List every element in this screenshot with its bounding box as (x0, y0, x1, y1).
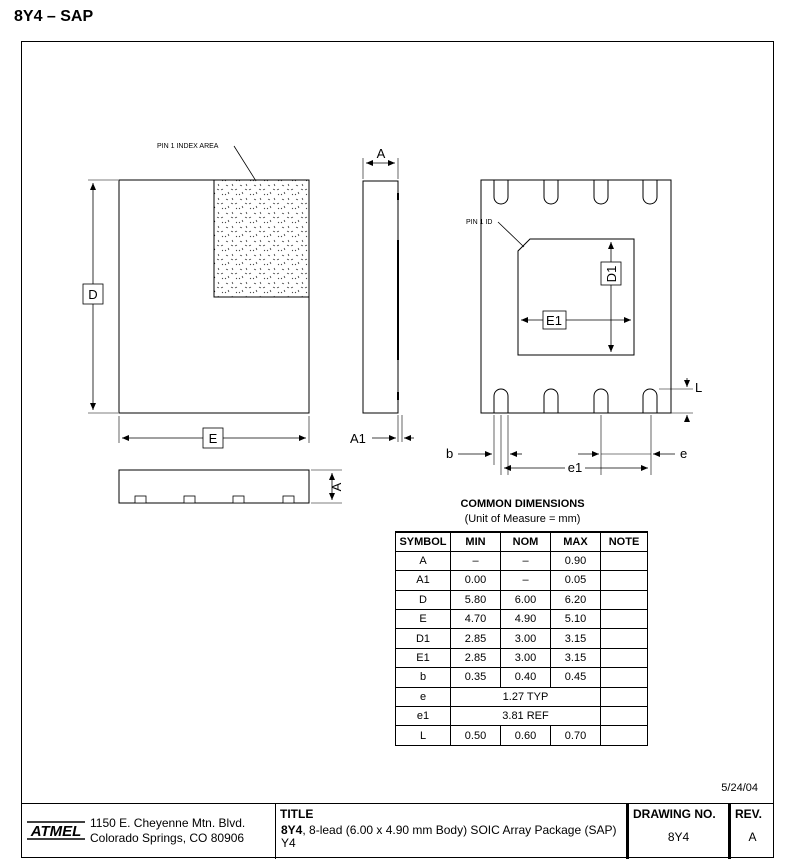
cell-symbol: L (396, 726, 451, 745)
edge-view-body (119, 470, 309, 503)
dimension-D-label: D (88, 287, 98, 302)
title-heading: TITLE (280, 807, 314, 821)
top-view (83, 143, 309, 448)
title-block-revision-cell (731, 804, 774, 859)
cell-note (601, 551, 648, 570)
cell-symbol: D (396, 590, 451, 609)
cell-symbol: D1 (396, 629, 451, 648)
table-header-row (396, 532, 648, 551)
cell-note (601, 687, 648, 706)
cell-note (601, 590, 648, 609)
cell-nom: – (501, 551, 551, 570)
drawing-date: 5/24/04 (721, 782, 758, 794)
title-block-title-cell (276, 804, 629, 859)
column-header: MIN (451, 532, 501, 551)
cell-note (601, 726, 648, 745)
address-line-2: Colorado Springs, CO 80906 (90, 831, 245, 845)
cell-min: 0.00 (451, 571, 501, 590)
cell-max: 5.10 (551, 610, 601, 629)
exposed-pad (518, 239, 634, 355)
drawing-number: 8Y4 (667, 830, 690, 844)
dimension-A-side-label: A (376, 146, 386, 161)
cell-max: 6.20 (551, 590, 601, 609)
column-header: SYMBOL (396, 532, 451, 551)
cell-symbol: E1 (396, 648, 451, 667)
cell-nom: 0.40 (501, 668, 551, 687)
edge-view (119, 470, 344, 503)
dimension-e-label: e (680, 446, 688, 461)
common-dimensions-title: COMMON DIMENSIONS (460, 498, 585, 510)
cell-nom: 0.60 (501, 726, 551, 745)
cell-max: 3.15 (551, 629, 601, 648)
column-header: NOTE (601, 532, 648, 551)
dimension-D1-label: D1 (604, 265, 619, 283)
side-view (350, 146, 414, 446)
address-line-1: 1150 E. Cheyenne Mtn. Blvd. (90, 816, 246, 830)
table-row (396, 648, 648, 667)
cell-note (601, 571, 648, 590)
pin1-index-area (214, 180, 309, 297)
table-row (396, 629, 648, 648)
cell-nom: 4.90 (501, 610, 551, 629)
cell-symbol: e (396, 687, 451, 706)
column-header: NOM (501, 532, 551, 551)
title-block-address-cell (21, 804, 276, 859)
table-row (396, 590, 648, 609)
cell-min: 2.85 (451, 648, 501, 667)
atmel-logo (27, 818, 85, 842)
revision: A (748, 830, 757, 844)
cell-symbol: e1 (396, 707, 451, 726)
pin1-index-area-label: PIN 1 INDEX AREA (157, 143, 219, 150)
cell-max: 3.15 (551, 648, 601, 667)
title-block (21, 803, 774, 859)
cell-min: 0.50 (451, 726, 501, 745)
package-title-description: , 8-lead (6.00 x 4.90 mm Body) SOIC Array Package (SAP) Y4 (281, 823, 617, 850)
cell-note (601, 707, 648, 726)
cell-min: 0.35 (451, 668, 501, 687)
table-row (396, 610, 648, 629)
cell-symbol: A1 (396, 571, 451, 590)
cell-nom: 3.00 (501, 629, 551, 648)
cell-symbol: b (396, 668, 451, 687)
package-title (281, 824, 621, 850)
cell-note (601, 668, 648, 687)
pin1-id-label: PIN 1 ID (466, 219, 493, 226)
table-row (396, 571, 648, 590)
table-row (396, 726, 648, 745)
dimensions-table (395, 531, 648, 746)
table-row (396, 668, 648, 687)
cell-symbol: A (396, 551, 451, 570)
cell-span-value: 3.81 REF (451, 707, 601, 726)
cell-symbol: E (396, 610, 451, 629)
drawing-number-heading: DRAWING NO. (633, 807, 716, 821)
cell-note (601, 648, 648, 667)
table-row (396, 687, 648, 706)
package-title-code: 8Y4 (281, 823, 303, 837)
column-header: MAX (551, 532, 601, 551)
page-title: 8Y4 – SAP (14, 8, 94, 25)
cell-max: 0.05 (551, 571, 601, 590)
bottom-view (446, 180, 702, 475)
dimension-A-bottom-label: A (329, 482, 344, 492)
dimension-A1-label: A1 (350, 431, 366, 446)
side-view-body (363, 181, 398, 413)
common-dimensions-subtitle: (Unit of Measure = mm) (464, 513, 581, 525)
cell-min: – (451, 551, 501, 570)
title-block-drawing-number-cell (629, 804, 731, 859)
cell-span-value: 1.27 TYP (451, 687, 601, 706)
cell-min: 4.70 (451, 610, 501, 629)
cell-note (601, 629, 648, 648)
dimension-L-label: L (695, 380, 703, 395)
cell-nom: 3.00 (501, 648, 551, 667)
bottom-view-body (481, 180, 671, 413)
dimension-e1-label: e1 (567, 460, 583, 475)
table-row (396, 707, 648, 726)
dimension-E1-label: E1 (546, 313, 562, 328)
cell-nom: – (501, 571, 551, 590)
cell-nom: 6.00 (501, 590, 551, 609)
table-row (396, 551, 648, 570)
revision-heading: REV. (735, 807, 762, 821)
cell-min: 2.85 (451, 629, 501, 648)
dimension-b-label: b (446, 446, 454, 461)
svg-text:ATMEL: ATMEL (30, 823, 82, 840)
dimension-E-label: E (208, 431, 218, 446)
company-address (90, 816, 245, 846)
cell-note (601, 610, 648, 629)
cell-min: 5.80 (451, 590, 501, 609)
cell-max: 0.70 (551, 726, 601, 745)
cell-max: 0.90 (551, 551, 601, 570)
cell-max: 0.45 (551, 668, 601, 687)
